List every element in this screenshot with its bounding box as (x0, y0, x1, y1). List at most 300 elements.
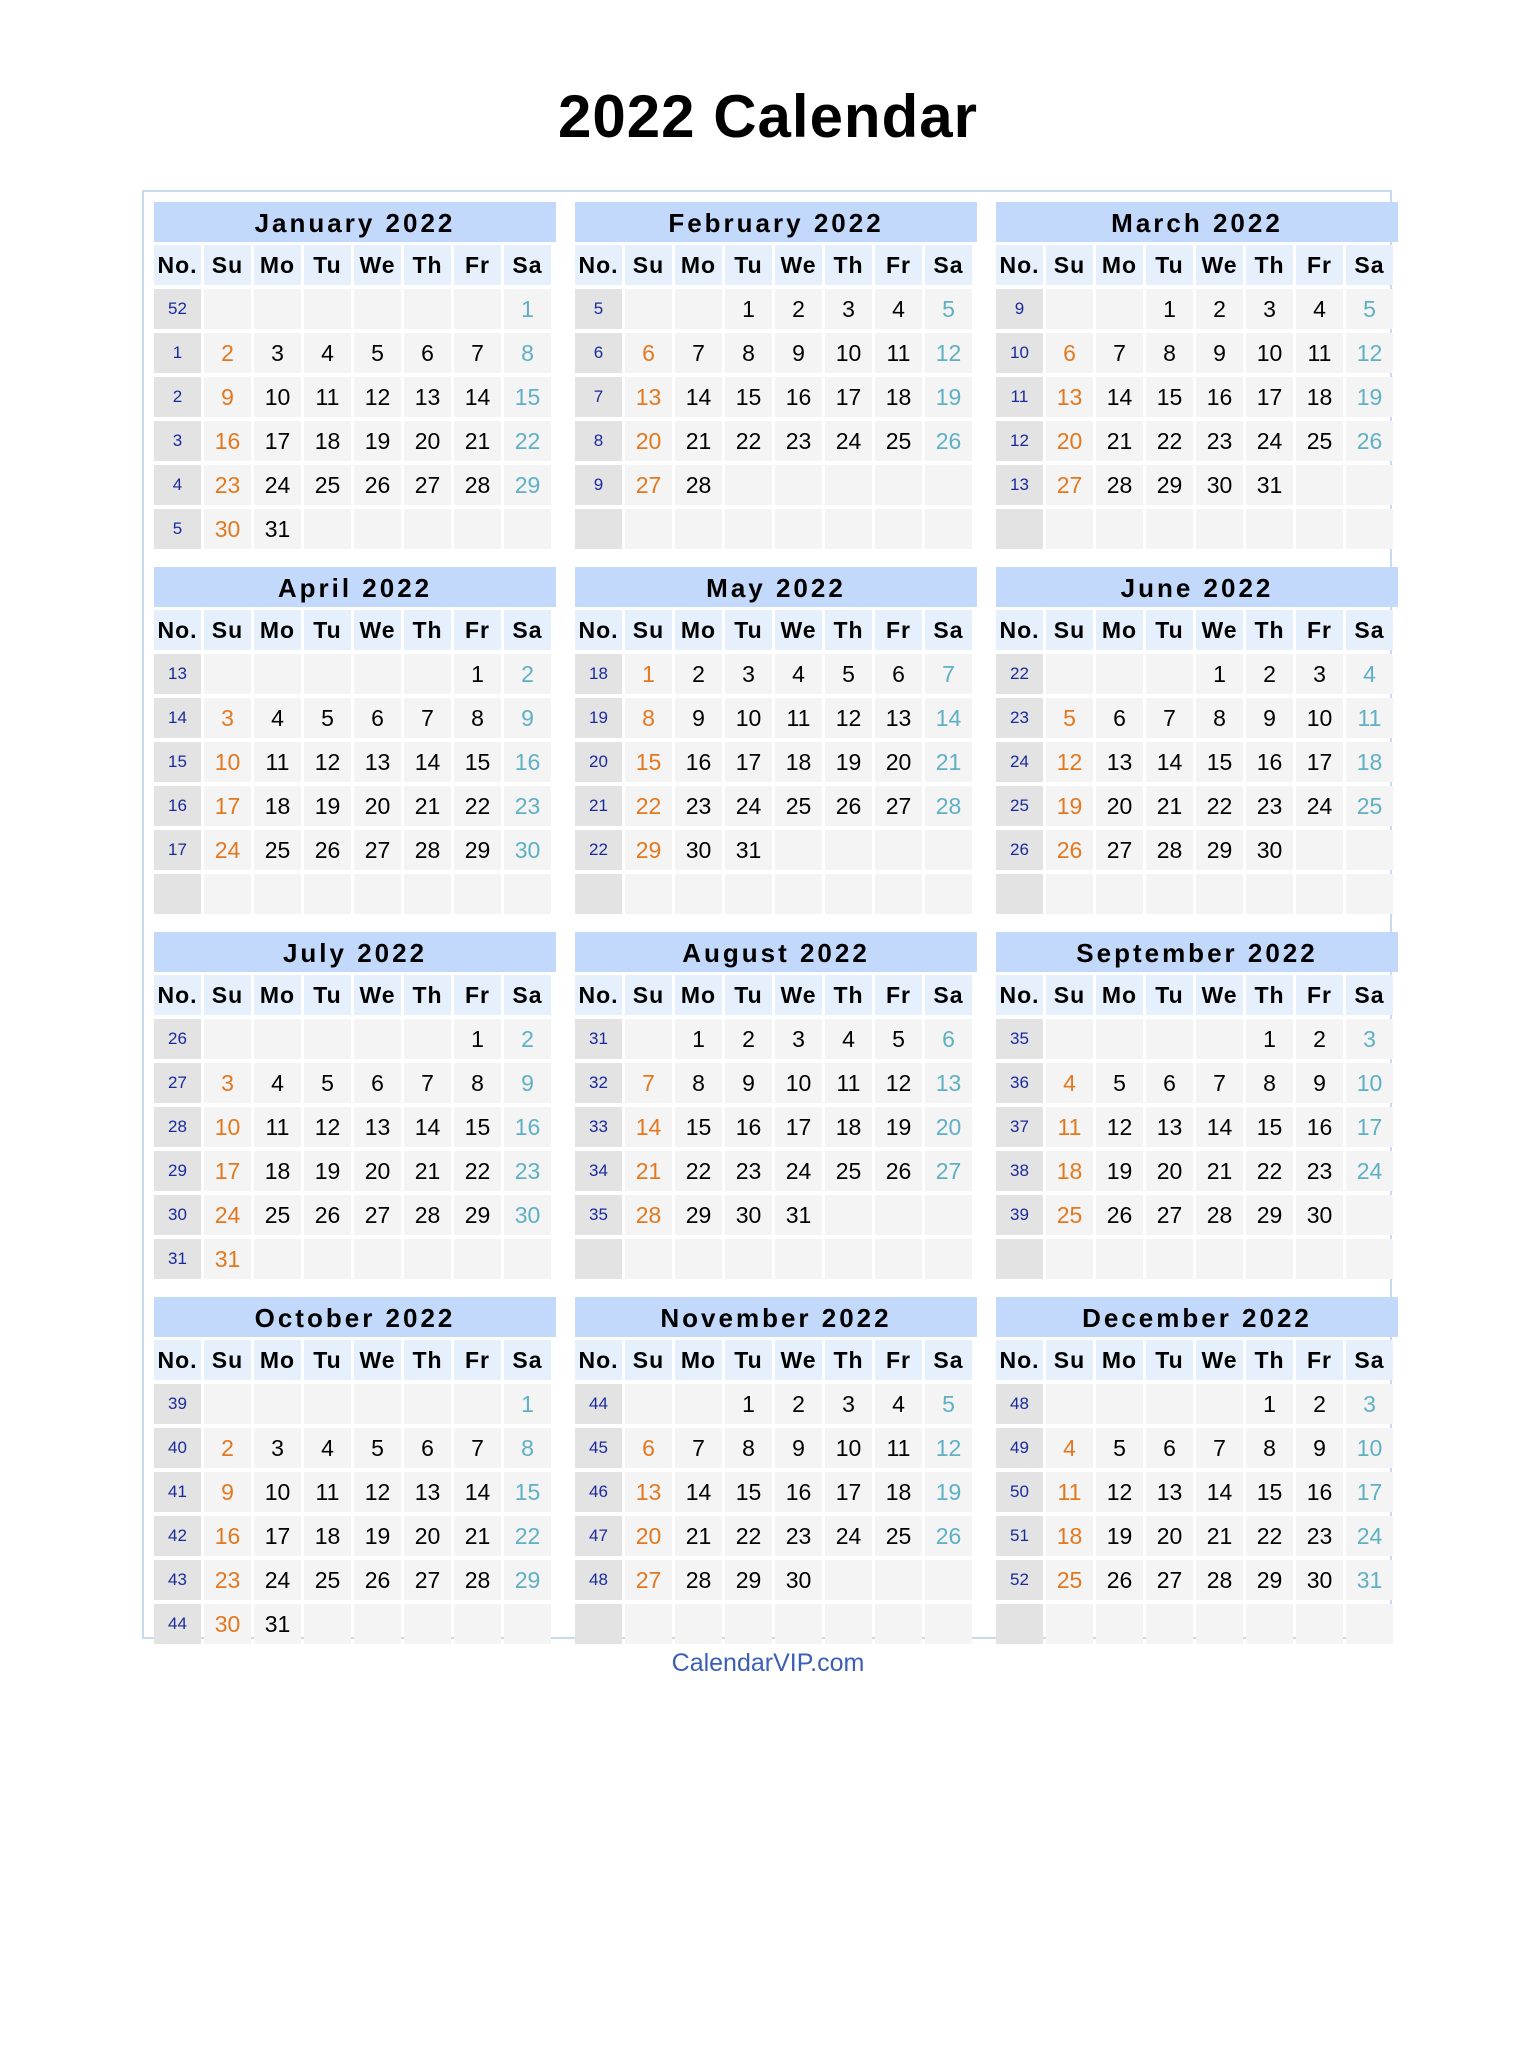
day-cell: 6 (404, 1428, 451, 1468)
week-number-cell: 50 (996, 1472, 1043, 1512)
day-cell (725, 509, 772, 549)
week-number-cell: 46 (575, 1472, 622, 1512)
week-number-cell: 18 (575, 654, 622, 694)
day-cell: 14 (454, 377, 501, 417)
day-cell: 26 (354, 465, 401, 505)
day-cell: 17 (1346, 1472, 1393, 1512)
weekday-header: Th (404, 610, 451, 650)
day-cell: 13 (1146, 1472, 1193, 1512)
day-cell (825, 465, 872, 505)
day-cell: 15 (625, 742, 672, 782)
day-cell: 18 (875, 1472, 922, 1512)
day-cell: 25 (875, 1516, 922, 1556)
weekday-header: Th (404, 975, 451, 1015)
day-cell: 25 (304, 1560, 351, 1600)
day-cell: 30 (1296, 1195, 1343, 1235)
day-cell: 22 (675, 1151, 722, 1191)
weekday-header: Fr (875, 975, 922, 1015)
weekday-header: We (354, 1340, 401, 1380)
week-number-cell: 42 (154, 1516, 201, 1556)
weekday-header: Tu (725, 245, 772, 285)
day-cell: 20 (354, 1151, 401, 1191)
day-cell: 27 (404, 465, 451, 505)
day-cell (1046, 1604, 1093, 1644)
weekday-header: Th (1246, 975, 1293, 1015)
week-number-cell (575, 1239, 622, 1279)
day-cell: 21 (625, 1151, 672, 1191)
day-cell: 21 (1096, 421, 1143, 461)
day-cell: 7 (1196, 1063, 1243, 1103)
day-cell: 21 (454, 1516, 501, 1556)
day-cell: 26 (1096, 1560, 1143, 1600)
day-cell (304, 1384, 351, 1424)
day-cell: 31 (254, 509, 301, 549)
week-row (996, 1195, 1398, 1235)
day-cell (1146, 1384, 1193, 1424)
week-row (996, 1019, 1398, 1059)
week-number-cell: 31 (154, 1239, 201, 1279)
week-number-cell: 32 (575, 1063, 622, 1103)
day-cell: 18 (875, 377, 922, 417)
week-row (996, 742, 1398, 782)
day-cell: 26 (925, 1516, 972, 1556)
day-cell: 1 (454, 654, 501, 694)
weekday-header: Su (625, 610, 672, 650)
day-cell: 12 (875, 1063, 922, 1103)
day-cell: 25 (254, 830, 301, 870)
day-cell: 8 (1196, 698, 1243, 738)
day-cell: 20 (354, 786, 401, 826)
day-cell: 3 (1246, 289, 1293, 329)
day-cell: 29 (504, 1560, 551, 1600)
week-number-cell (996, 1604, 1043, 1644)
weekday-header: Su (1046, 245, 1093, 285)
day-cell: 17 (1296, 742, 1343, 782)
day-cell: 13 (625, 377, 672, 417)
day-cell: 29 (1146, 465, 1193, 505)
month-block (575, 932, 977, 1279)
week-row (575, 333, 977, 373)
day-cell: 8 (625, 698, 672, 738)
day-cell (675, 1239, 722, 1279)
weekday-header: Mo (254, 1340, 301, 1380)
day-cell: 31 (204, 1239, 251, 1279)
week-number-cell (575, 874, 622, 914)
day-cell: 16 (1196, 377, 1243, 417)
week-row (996, 830, 1398, 870)
month-title: June 2022 (996, 567, 1398, 607)
weekday-header-row (154, 1340, 556, 1380)
week-number-cell: 10 (996, 333, 1043, 373)
week-number-cell: 17 (154, 830, 201, 870)
day-cell (454, 509, 501, 549)
day-cell: 31 (254, 1604, 301, 1644)
day-cell: 30 (1246, 830, 1293, 870)
day-cell (1346, 1195, 1393, 1235)
day-cell: 25 (254, 1195, 301, 1235)
day-cell (875, 874, 922, 914)
week-number-header: No. (575, 610, 622, 650)
week-number-cell: 27 (154, 1063, 201, 1103)
week-number-cell: 33 (575, 1107, 622, 1147)
day-cell: 20 (625, 421, 672, 461)
day-cell: 6 (925, 1019, 972, 1059)
month-title: August 2022 (575, 932, 977, 972)
week-row (996, 1239, 1398, 1279)
month-title: December 2022 (996, 1297, 1398, 1337)
day-cell: 8 (1246, 1428, 1293, 1468)
day-cell: 23 (204, 1560, 251, 1600)
weekday-header: We (775, 975, 822, 1015)
week-row (154, 786, 556, 826)
week-number-cell: 43 (154, 1560, 201, 1600)
weekday-header: Su (625, 975, 672, 1015)
week-number-cell: 7 (575, 377, 622, 417)
day-cell: 19 (304, 1151, 351, 1191)
day-cell (304, 874, 351, 914)
week-row (575, 654, 977, 694)
week-row (154, 830, 556, 870)
day-cell: 6 (354, 698, 401, 738)
day-cell: 24 (1246, 421, 1293, 461)
day-cell (925, 509, 972, 549)
day-cell (1096, 1019, 1143, 1059)
week-row (575, 698, 977, 738)
day-cell (354, 1239, 401, 1279)
day-cell: 13 (354, 1107, 401, 1147)
day-cell: 22 (1196, 786, 1243, 826)
weekday-header: Su (625, 245, 672, 285)
week-number-header: No. (154, 975, 201, 1015)
day-cell: 2 (204, 333, 251, 373)
weekday-header: We (775, 1340, 822, 1380)
day-cell: 1 (725, 1384, 772, 1424)
week-number-cell: 22 (996, 654, 1043, 694)
day-cell (1246, 509, 1293, 549)
day-cell: 16 (775, 1472, 822, 1512)
weekday-header: We (1196, 1340, 1243, 1380)
day-cell: 22 (454, 1151, 501, 1191)
week-number-cell: 20 (575, 742, 622, 782)
week-number-cell: 19 (575, 698, 622, 738)
day-cell: 8 (675, 1063, 722, 1103)
day-cell (1146, 509, 1193, 549)
day-cell (1346, 509, 1393, 549)
day-cell (675, 289, 722, 329)
day-cell: 18 (304, 421, 351, 461)
day-cell: 25 (1296, 421, 1343, 461)
week-number-header: No. (996, 610, 1043, 650)
weekday-header: Mo (254, 975, 301, 1015)
day-cell: 21 (925, 742, 972, 782)
day-cell: 11 (304, 1472, 351, 1512)
weekday-header: We (775, 245, 822, 285)
day-cell (1346, 465, 1393, 505)
day-cell: 3 (1346, 1384, 1393, 1424)
month-title: November 2022 (575, 1297, 977, 1337)
day-cell: 28 (625, 1195, 672, 1235)
week-number-header: No. (575, 245, 622, 285)
day-cell: 1 (725, 289, 772, 329)
week-row (154, 465, 556, 505)
day-cell: 3 (1296, 654, 1343, 694)
day-cell (625, 1384, 672, 1424)
day-cell: 23 (504, 786, 551, 826)
day-cell: 21 (404, 786, 451, 826)
week-row (154, 742, 556, 782)
week-row (996, 874, 1398, 914)
day-cell (725, 1604, 772, 1644)
day-cell: 1 (675, 1019, 722, 1059)
day-cell: 21 (454, 421, 501, 461)
week-row (575, 1195, 977, 1235)
day-cell: 3 (825, 289, 872, 329)
week-row (154, 1107, 556, 1147)
day-cell (1146, 1239, 1193, 1279)
week-row (575, 289, 977, 329)
week-row (154, 377, 556, 417)
week-number-cell: 5 (154, 509, 201, 549)
weekday-header: Tu (304, 245, 351, 285)
day-cell (1046, 509, 1093, 549)
day-cell: 20 (404, 1516, 451, 1556)
day-cell: 3 (204, 698, 251, 738)
day-cell: 6 (1146, 1063, 1193, 1103)
day-cell: 25 (875, 421, 922, 461)
day-cell: 6 (625, 333, 672, 373)
day-cell: 21 (404, 1151, 451, 1191)
day-cell (354, 874, 401, 914)
day-cell (825, 1560, 872, 1600)
weekday-header: Su (204, 610, 251, 650)
day-cell: 20 (625, 1516, 672, 1556)
day-cell: 14 (675, 377, 722, 417)
day-cell: 9 (504, 698, 551, 738)
weekday-header: Sa (504, 610, 551, 650)
weekday-header: Tu (725, 610, 772, 650)
day-cell: 10 (725, 698, 772, 738)
day-cell (675, 1604, 722, 1644)
weekday-header: Fr (875, 610, 922, 650)
day-cell: 15 (675, 1107, 722, 1147)
day-cell (775, 874, 822, 914)
week-number-cell: 26 (996, 830, 1043, 870)
day-cell: 28 (675, 465, 722, 505)
weekday-header-row (154, 975, 556, 1015)
day-cell: 6 (1096, 698, 1143, 738)
month-title: March 2022 (996, 202, 1398, 242)
week-row (154, 698, 556, 738)
day-cell: 14 (1196, 1472, 1243, 1512)
day-cell (875, 465, 922, 505)
day-cell: 12 (1046, 742, 1093, 782)
day-cell: 11 (254, 1107, 301, 1147)
weekday-header-row (575, 1340, 977, 1380)
day-cell: 21 (675, 421, 722, 461)
day-cell: 7 (925, 654, 972, 694)
day-cell (875, 830, 922, 870)
day-cell (925, 1604, 972, 1644)
day-cell: 23 (1196, 421, 1243, 461)
week-number-cell: 49 (996, 1428, 1043, 1468)
day-cell: 13 (1096, 742, 1143, 782)
day-cell: 17 (775, 1107, 822, 1147)
week-row (154, 509, 556, 549)
month-block (996, 202, 1398, 549)
day-cell: 10 (204, 1107, 251, 1147)
weekday-header: Th (1246, 245, 1293, 285)
day-cell: 9 (1246, 698, 1293, 738)
week-number-cell (154, 874, 201, 914)
week-number-cell: 38 (996, 1151, 1043, 1191)
week-number-cell: 28 (154, 1107, 201, 1147)
weekday-header: Su (204, 1340, 251, 1380)
week-row (154, 1516, 556, 1556)
week-number-cell: 30 (154, 1195, 201, 1235)
day-cell: 28 (454, 1560, 501, 1600)
day-cell (925, 1195, 972, 1235)
day-cell: 7 (1196, 1428, 1243, 1468)
day-cell: 16 (1296, 1472, 1343, 1512)
day-cell (204, 289, 251, 329)
weekday-header: Mo (675, 975, 722, 1015)
day-cell: 20 (925, 1107, 972, 1147)
day-cell: 10 (825, 1428, 872, 1468)
week-row (154, 1019, 556, 1059)
day-cell (354, 509, 401, 549)
day-cell: 14 (404, 1107, 451, 1147)
day-cell: 30 (775, 1560, 822, 1600)
day-cell: 13 (1046, 377, 1093, 417)
day-cell: 15 (1196, 742, 1243, 782)
weekday-header: Th (825, 245, 872, 285)
weekday-header: Sa (1346, 245, 1393, 285)
week-number-cell: 39 (996, 1195, 1043, 1235)
day-cell: 28 (404, 830, 451, 870)
day-cell: 20 (1146, 1516, 1193, 1556)
week-row (575, 1063, 977, 1103)
day-cell (925, 1239, 972, 1279)
day-cell (775, 509, 822, 549)
day-cell: 18 (304, 1516, 351, 1556)
day-cell (504, 1239, 551, 1279)
day-cell: 22 (504, 421, 551, 461)
day-cell (675, 874, 722, 914)
day-cell: 11 (1296, 333, 1343, 373)
week-number-cell: 6 (575, 333, 622, 373)
day-cell: 8 (504, 333, 551, 373)
footer-link[interactable]: CalendarVIP.com (671, 1649, 865, 1677)
weekday-header: Fr (454, 1340, 501, 1380)
day-cell: 22 (1246, 1516, 1293, 1556)
day-cell: 28 (925, 786, 972, 826)
weekday-header: We (1196, 610, 1243, 650)
week-number-header: No. (154, 245, 201, 285)
day-cell: 7 (1096, 333, 1143, 373)
day-cell: 11 (1046, 1472, 1093, 1512)
day-cell: 12 (354, 1472, 401, 1512)
day-cell: 27 (1146, 1560, 1193, 1600)
day-cell: 24 (254, 465, 301, 505)
day-cell: 2 (1296, 1384, 1343, 1424)
day-cell: 29 (675, 1195, 722, 1235)
day-cell (625, 509, 672, 549)
day-cell: 10 (254, 377, 301, 417)
week-number-cell (996, 874, 1043, 914)
weekday-header: Fr (454, 245, 501, 285)
day-cell: 18 (775, 742, 822, 782)
day-cell: 30 (1196, 465, 1243, 505)
day-cell: 30 (1296, 1560, 1343, 1600)
day-cell: 26 (1046, 830, 1093, 870)
day-cell: 20 (1096, 786, 1143, 826)
day-cell (1246, 1604, 1293, 1644)
day-cell (875, 1604, 922, 1644)
weekday-header: Su (204, 245, 251, 285)
day-cell: 1 (1196, 654, 1243, 694)
day-cell: 2 (204, 1428, 251, 1468)
weekday-header: Tu (1146, 610, 1193, 650)
day-cell: 24 (254, 1560, 301, 1600)
week-number-cell: 9 (575, 465, 622, 505)
day-cell: 21 (675, 1516, 722, 1556)
week-number-cell: 41 (154, 1472, 201, 1512)
day-cell: 1 (625, 654, 672, 694)
week-row (154, 1428, 556, 1468)
week-number-cell: 22 (575, 830, 622, 870)
weekday-header: Su (1046, 975, 1093, 1015)
month-block (154, 1297, 556, 1644)
day-cell: 11 (254, 742, 301, 782)
day-cell: 25 (775, 786, 822, 826)
day-cell: 29 (725, 1560, 772, 1600)
day-cell: 27 (1146, 1195, 1193, 1235)
weekday-header: Su (625, 1340, 672, 1380)
day-cell (825, 874, 872, 914)
day-cell: 4 (1296, 289, 1343, 329)
day-cell (204, 874, 251, 914)
day-cell: 2 (725, 1019, 772, 1059)
week-number-cell: 4 (154, 465, 201, 505)
day-cell: 24 (1346, 1151, 1393, 1191)
day-cell (304, 654, 351, 694)
weekday-header: Mo (675, 610, 722, 650)
day-cell (925, 874, 972, 914)
day-cell: 23 (725, 1151, 772, 1191)
day-cell: 9 (1196, 333, 1243, 373)
week-number-cell: 51 (996, 1516, 1043, 1556)
day-cell (354, 654, 401, 694)
weekday-header: Su (1046, 610, 1093, 650)
day-cell: 25 (1046, 1195, 1093, 1235)
day-cell (454, 1384, 501, 1424)
weekday-header: Fr (1296, 1340, 1343, 1380)
day-cell (1296, 1239, 1343, 1279)
day-cell: 19 (354, 421, 401, 461)
day-cell (1196, 1239, 1243, 1279)
day-cell: 5 (1096, 1428, 1143, 1468)
day-cell: 6 (354, 1063, 401, 1103)
week-number-cell: 52 (154, 289, 201, 329)
day-cell: 18 (825, 1107, 872, 1147)
day-cell: 2 (775, 289, 822, 329)
weekday-header: Th (825, 1340, 872, 1380)
day-cell: 1 (504, 289, 551, 329)
week-row (575, 1239, 977, 1279)
day-cell (925, 830, 972, 870)
day-cell: 16 (1296, 1107, 1343, 1147)
day-cell: 5 (1096, 1063, 1143, 1103)
